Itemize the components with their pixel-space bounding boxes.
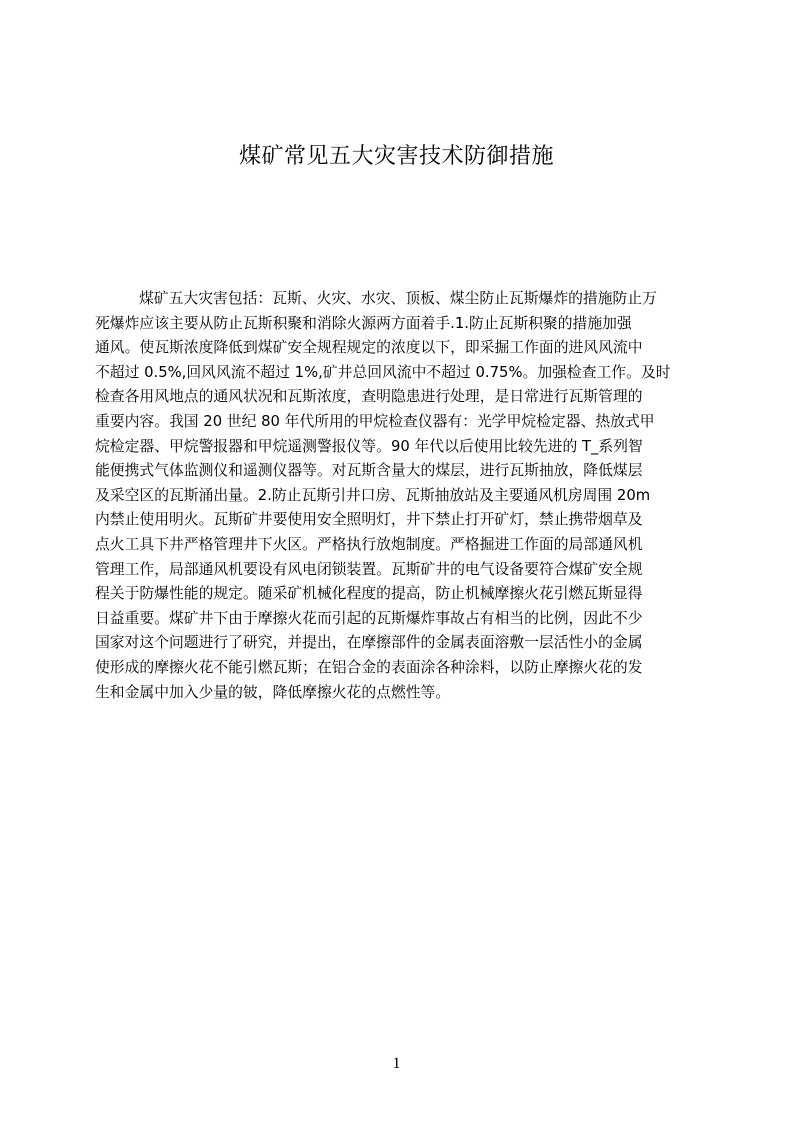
paragraph-line: 使形成的摩擦火花不能引燃瓦斯；在铝合金的表面涂各种涂料，以防止摩擦火花的发: [95, 658, 643, 676]
paragraph-line: 不超过 0.5%,回风风流不超过 1%,矿井总回风流中不超过 0.75%。加强检查工作。及时: [95, 363, 671, 381]
paragraph-line: 日益重要。煤矿井下由于摩擦火花而引起的瓦斯爆炸事故占有相当的比例，因此不少: [95, 609, 643, 627]
paragraph-line: 点火工具下井严格管理井下火区。严格执行放炮制度。严格掘进工作面的局部通风机: [95, 535, 643, 553]
paragraph-line: 检查各用风地点的通风状况和瓦斯浓度，查明隐患进行处理，是日常进行瓦斯管理的: [95, 388, 643, 406]
paragraph-line: 能便携式气体监测仪和遥测仪器等。对瓦斯含量大的煤层，进行瓦斯抽放，降低煤层: [95, 462, 643, 480]
document-title: 煤矿常见五大灾害技术防御措施: [238, 144, 554, 169]
paragraph-line: 内禁止使用明火。瓦斯矿井要使用安全照明灯，井下禁止打开矿灯，禁止携带烟草及: [95, 511, 643, 529]
paragraph-line: 烷检定器、甲烷警报器和甲烷遥测警报仪等。90 年代以后使用比较先进的 T_系列智: [95, 437, 643, 455]
paragraph-line: 死爆炸应该主要从防止瓦斯积聚和消除火源两方面着手.1.防止瓦斯积聚的措施加强: [95, 314, 632, 332]
paragraph-line: 通风。使瓦斯浓度降低到煤矿安全规程规定的浓度以下，即采掘工作面的进风风流中: [95, 339, 643, 357]
paragraph-line: 生和金属中加入少量的铍，降低摩擦火花的点燃性等。: [95, 683, 451, 701]
paragraph-line: 程关于防爆性能的规定。随采矿机械化程度的提高，防止机械摩擦火花引燃瓦斯显得: [95, 585, 643, 603]
paragraph-line: 管理工作，局部通风机要设有风电闭锁装置。瓦斯矿井的电气设备要符合煤矿安全规: [95, 560, 643, 578]
paragraph-line: 煤矿五大灾害包括：瓦斯、火灾、水灾、顶板、煤尘防止瓦斯爆炸的措施防止万: [139, 290, 657, 307]
paragraph-line: 及采空区的瓦斯涌出量。2.防止瓦斯引井口房、瓦斯抽放站及主要通风机房周围 20m: [95, 486, 651, 504]
body-paragraph: [95, 287, 700, 705]
paragraph-line: 国家对这个问题进行了研究，并提出，在摩擦部件的金属表面溶敷一层活性小的金属: [95, 634, 643, 652]
paragraph-line: 重要内容。我国 20 世纪 80 年代所用的甲烷检查仪器有：光学甲烷检定器、热放式甲: [95, 412, 655, 430]
page-number: 1: [392, 1055, 401, 1072]
